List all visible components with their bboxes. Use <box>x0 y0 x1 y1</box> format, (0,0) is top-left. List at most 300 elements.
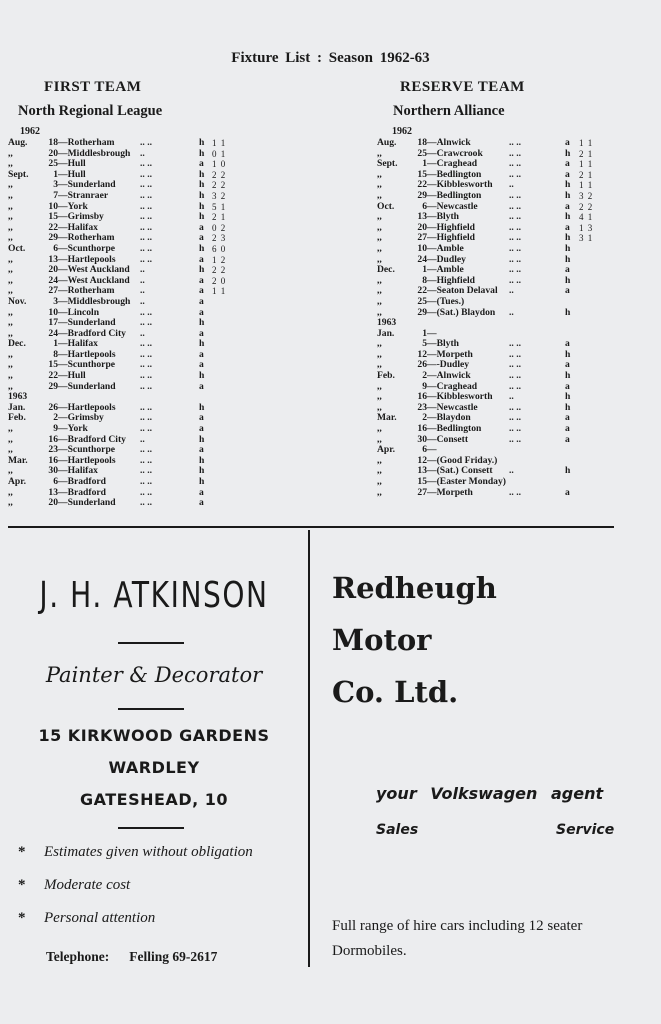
fixture-opponent: —Hartlepools <box>58 454 116 466</box>
fixture-score: 0 1 <box>212 148 227 159</box>
fixture-month: ,, <box>377 423 382 435</box>
fixture-leader: .. .. <box>140 359 152 371</box>
fixture-venue: h <box>199 168 205 180</box>
fixture-venue: a <box>565 423 570 435</box>
fixture-row <box>377 244 627 255</box>
fixture-leader: .. .. <box>509 200 521 212</box>
fixture-day: 20 <box>417 221 427 233</box>
fixture-month: ,, <box>8 317 13 329</box>
fixture-opponent: —Dudley <box>427 253 466 265</box>
fixture-opponent: —Amble <box>427 242 464 254</box>
fixture-venue: h <box>199 401 205 413</box>
fixture-venue: h <box>565 147 571 159</box>
fixture-row <box>377 392 627 403</box>
fixture-opponent: —Halifax <box>58 221 98 233</box>
fixture-row <box>8 488 248 499</box>
fixture-opponent: —Hartlepools <box>58 348 116 360</box>
fixture-leader: .. .. <box>140 465 152 477</box>
fixture-leader: .. .. <box>140 179 152 191</box>
fixture-leader: .. .. <box>509 401 521 413</box>
fixture-day: 22 <box>417 285 427 297</box>
fixture-opponent: —Middlesbrough <box>58 295 131 307</box>
fixture-venue: a <box>199 423 204 435</box>
fixture-leader: .. .. <box>140 444 152 456</box>
fixture-month: Apr. <box>8 476 27 487</box>
fixture-day: 23 <box>417 401 427 413</box>
fixture-score: 2 2 <box>212 265 227 276</box>
fixture-row <box>377 488 627 499</box>
fixture-leader: .. .. <box>509 253 521 265</box>
fixture-month: ,, <box>8 211 13 223</box>
fixture-venue: a <box>565 158 570 170</box>
fixture-venue: a <box>565 200 570 212</box>
fixture-score: 5 1 <box>212 201 227 212</box>
fixture-row <box>8 329 248 340</box>
redheugh-line1: Redheugh <box>332 571 497 605</box>
fixture-row <box>377 424 627 435</box>
fixture-leader: .. .. <box>509 370 521 382</box>
fixture-day: 27 <box>417 486 427 498</box>
fixture-month: Nov. <box>8 295 27 307</box>
fixture-venue: h <box>199 465 205 477</box>
fixture-opponent: —Hull <box>58 158 86 170</box>
fixture-opponent: —(Sat.) Consett <box>427 465 493 477</box>
fixture-row <box>377 233 627 244</box>
fixture-month: ,, <box>8 221 13 233</box>
fixture-month: ,, <box>377 348 382 360</box>
fixture-month: Jan. <box>377 327 395 339</box>
fixture-opponent: —Scunthorpe <box>58 359 116 371</box>
fixture-month: ,, <box>8 348 13 360</box>
fixture-row <box>8 180 248 191</box>
fixture-leader: .. .. <box>509 242 521 254</box>
fixture-month: Mar. <box>377 412 397 424</box>
fixture-opponent: —Bradford <box>58 476 106 487</box>
fixture-leader: .. .. <box>509 433 521 445</box>
fixture-row <box>8 233 248 244</box>
fixture-leader: .. <box>140 433 145 445</box>
fixture-month: ,, <box>377 232 382 244</box>
fixture-row <box>8 392 248 403</box>
fixture-day: 24 <box>417 253 427 265</box>
fixture-score: 2 2 <box>579 201 594 212</box>
fixture-leader: .. .. <box>140 200 152 212</box>
fixture-month: ,, <box>377 295 382 307</box>
fixture-leader: .. .. <box>509 264 521 276</box>
fixture-venue: a <box>199 221 204 233</box>
fixture-row <box>377 255 627 266</box>
fixture-day: 22 <box>48 370 58 382</box>
fixture-day: 15 <box>48 211 58 223</box>
fixture-leader: .. .. <box>509 486 521 498</box>
fixture-day: 15 <box>417 476 427 487</box>
fixture-day: 25 <box>417 147 427 159</box>
atkinson-trade: Painter & Decorator <box>45 663 263 687</box>
fixture-opponent: —Craghead <box>427 158 478 170</box>
fixture-month: ,, <box>8 274 13 286</box>
fixture-month: ,, <box>8 465 13 477</box>
fixture-opponent: — <box>427 327 437 339</box>
fixture-opponent: —Crawcrook <box>427 147 483 159</box>
fixture-opponent: —Blyth <box>427 211 459 223</box>
fixture-venue: h <box>565 242 571 254</box>
fixture-row <box>377 360 627 371</box>
fixture-month: ,, <box>377 189 382 201</box>
fixture-venue: a <box>565 338 570 350</box>
fixture-day: 16 <box>48 454 58 466</box>
fixture-month: ,, <box>377 168 382 180</box>
fixture-day: 6 <box>422 444 427 456</box>
bullet-star-icon: * <box>18 910 26 926</box>
fixture-day: 13 <box>417 211 427 223</box>
fixture-opponent: —Stranraer <box>58 189 109 201</box>
fixture-row <box>377 159 627 170</box>
fixture-venue: a <box>199 285 204 297</box>
fixture-venue: h <box>199 264 205 276</box>
fixture-opponent: —Scunthorpe <box>58 444 116 456</box>
fixture-month: 1963 <box>8 391 28 403</box>
fixture-venue: a <box>199 158 204 170</box>
fixture-row <box>377 477 627 488</box>
fixture-month: ,, <box>8 380 13 392</box>
fixture-opponent: —Newcastle <box>427 200 478 212</box>
sales-label: Sales <box>376 822 419 838</box>
atkinson-address-line3: GATESHEAD, 10 <box>79 790 229 809</box>
fixture-month: ,, <box>377 179 382 191</box>
fixture-day: 20 <box>48 147 58 159</box>
fixture-month: ,, <box>8 285 13 297</box>
fixture-score: 1 0 <box>212 159 227 170</box>
fixture-month: Aug. <box>8 137 28 148</box>
fixture-day: 6 <box>53 242 58 254</box>
fixture-opponent: —West Auckland <box>58 264 130 276</box>
fixture-opponent: —Bradford City <box>58 327 126 339</box>
fixture-day: 2 <box>422 370 427 382</box>
fixture-day: 1 <box>53 338 58 350</box>
fixture-day: 3 <box>53 179 58 191</box>
fixture-day: 10 <box>48 306 58 318</box>
atkinson-bullet-2: * Moderate cost <box>18 877 131 893</box>
fixture-month: ,, <box>8 264 13 276</box>
fixture-venue: a <box>199 444 204 456</box>
fixture-day: 2 <box>53 412 58 424</box>
fixture-day: 9 <box>422 380 427 392</box>
fixture-row <box>8 360 248 371</box>
fixture-venue: a <box>199 295 204 307</box>
fixture-row <box>8 212 248 223</box>
fixture-venue: a <box>199 253 204 265</box>
fixture-venue: a <box>199 412 204 424</box>
fixture-score: 1 1 <box>579 159 594 170</box>
atkinson-bullet-3: * Personal attention <box>18 910 156 926</box>
fixture-row <box>8 149 248 160</box>
fixture-score: 2 1 <box>579 148 594 159</box>
atkinson-rule-2 <box>118 708 184 710</box>
fixture-opponent: —Sunderland <box>58 380 116 392</box>
reserve-team-heading: RESERVE TEAM <box>400 79 525 95</box>
fixture-leader: .. .. <box>509 137 521 148</box>
fixture-score: 1 3 <box>579 222 594 233</box>
fixture-row <box>8 223 248 234</box>
fixture-day: 26 <box>417 359 427 371</box>
fixture-row <box>377 191 627 202</box>
fixture-venue: a <box>565 412 570 424</box>
fixture-leader: .. .. <box>140 338 152 350</box>
atkinson-name: J. H. ATKINSON <box>39 575 269 616</box>
fixture-opponent: —York <box>58 423 88 435</box>
horizontal-divider <box>8 526 614 528</box>
fixture-opponent: —Highfield <box>427 221 475 233</box>
fixture-opponent: —Grimsby <box>58 412 104 424</box>
fixture-day: 20 <box>48 497 58 509</box>
fixture-row <box>8 466 248 477</box>
fixture-month: ,, <box>377 454 382 466</box>
fixture-month: ,, <box>8 253 13 265</box>
fixture-row <box>8 159 248 170</box>
fixture-day: 29 <box>48 380 58 392</box>
fixture-day: 5 <box>422 338 427 350</box>
fixture-month: Feb. <box>8 412 26 424</box>
fixture-day: 1 <box>422 158 427 170</box>
fixture-day: 17 <box>48 317 58 329</box>
fixture-venue: h <box>199 211 205 223</box>
fixture-month: ,, <box>377 465 382 477</box>
fixture-leader: .. .. <box>140 168 152 180</box>
fixture-month: ,, <box>377 253 382 265</box>
fixture-leader: .. <box>509 179 514 191</box>
fixture-row <box>8 424 248 435</box>
fixture-venue: a <box>565 168 570 180</box>
fixture-row <box>8 318 248 329</box>
fixture-venue: h <box>199 433 205 445</box>
reserve-team-year: 1962 <box>392 126 412 137</box>
fixture-row <box>8 170 248 181</box>
fixture-day: 9 <box>53 423 58 435</box>
fixture-row <box>8 297 248 308</box>
fixture-opponent: —-Dudley <box>427 359 470 371</box>
fixture-leader: .. <box>140 327 145 339</box>
fixture-month: ,, <box>377 401 382 413</box>
fixture-day: 22 <box>48 221 58 233</box>
fixture-leader: .. .. <box>140 497 152 509</box>
fixture-row <box>8 413 248 424</box>
fixture-day: 2 <box>422 412 427 424</box>
fixture-venue: a <box>565 221 570 233</box>
fixture-day: 23 <box>48 444 58 456</box>
fixture-month: ,, <box>377 306 382 318</box>
fixture-score: 3 1 <box>579 233 594 244</box>
fixture-venue: h <box>565 306 571 318</box>
fixture-opponent: —Scunthorpe <box>58 242 116 254</box>
fixture-month: Feb. <box>377 370 395 382</box>
fixture-month: Oct. <box>8 242 26 254</box>
fixture-venue: a <box>199 359 204 371</box>
fixture-month: ,, <box>8 232 13 244</box>
fixture-month: ,, <box>377 285 382 297</box>
fixture-leader: .. .. <box>509 423 521 435</box>
fixture-opponent: —Alnwick <box>427 137 471 148</box>
fixture-venue: a <box>565 486 570 498</box>
fixture-leader: .. .. <box>140 412 152 424</box>
fixture-venue: h <box>199 242 205 254</box>
first-team-league: North Regional League <box>18 103 163 119</box>
fixture-opponent: —Lincoln <box>58 306 100 318</box>
fixture-month: Sept. <box>377 158 398 170</box>
fixture-month: ,, <box>377 476 382 487</box>
fixture-score: 3 2 <box>212 190 227 201</box>
fixture-day: 18 <box>417 137 427 148</box>
fixture-leader: .. .. <box>140 317 152 329</box>
fixture-leader: .. .. <box>140 370 152 382</box>
fixture-month: ,, <box>8 179 13 191</box>
fixture-leader: .. .. <box>140 158 152 170</box>
fixture-day: 8 <box>422 274 427 286</box>
fixture-leader: .. .. <box>140 211 152 223</box>
fixture-leader: .. <box>140 285 145 297</box>
fixture-opponent: —(Tues.) <box>427 295 465 307</box>
fixture-leader: .. <box>140 264 145 276</box>
fixture-month: ,, <box>377 147 382 159</box>
fixture-venue: h <box>565 465 571 477</box>
fixture-month: Apr. <box>377 444 396 456</box>
fixture-score: 4 1 <box>579 212 594 223</box>
fixture-leader: .. <box>509 306 514 318</box>
fixture-score: 1 2 <box>212 254 227 265</box>
fixture-month: Aug. <box>377 137 397 148</box>
fixture-leader: .. <box>509 391 514 403</box>
fixture-venue: a <box>565 264 570 276</box>
fixture-venue: h <box>199 476 205 487</box>
fixture-day: 13 <box>417 465 427 477</box>
fixture-day: 16 <box>417 423 427 435</box>
fixture-venue: a <box>199 380 204 392</box>
fixture-month: ,, <box>377 359 382 371</box>
fixture-opponent: —Rotherham <box>58 232 115 244</box>
fixture-venue: h <box>565 179 571 191</box>
fixture-day: 7 <box>53 189 58 201</box>
service-label: Service <box>556 822 615 838</box>
fixture-venue: a <box>199 497 204 509</box>
fixture-row <box>8 445 248 456</box>
fixture-opponent: —Morpeth <box>427 348 473 360</box>
atkinson-rule-3 <box>118 827 184 829</box>
fixture-opponent: —York <box>58 200 88 212</box>
fixture-leader: .. .. <box>509 158 521 170</box>
fixture-venue: h <box>199 200 205 212</box>
fixture-month: ,, <box>8 306 13 318</box>
first-team-fixture-list <box>8 138 248 509</box>
atkinson-rule-1 <box>118 642 184 644</box>
fixture-row <box>377 329 627 340</box>
fixture-day: 3 <box>53 295 58 307</box>
atkinson-address-line2: WARDLEY <box>108 758 200 777</box>
fixture-row <box>377 297 627 308</box>
fixture-row <box>377 435 627 446</box>
fixture-row <box>377 276 627 287</box>
fixture-score: 6 0 <box>212 243 227 254</box>
fixture-leader: .. .. <box>140 242 152 254</box>
fixture-row <box>8 244 248 255</box>
fixture-leader: .. .. <box>140 380 152 392</box>
atkinson-telephone: Telephone: Felling 69-2617 <box>46 949 218 964</box>
fixture-day: 6 <box>53 476 58 487</box>
fixture-opponent: —Morpeth <box>427 486 473 498</box>
hire-cars-text: Full range of hire cars including 12 seater Dormobiles. <box>332 918 583 959</box>
fixture-row <box>377 202 627 213</box>
fixture-row <box>377 456 627 467</box>
fixture-list-title: Fixture List : Season 1962-63 <box>231 50 430 66</box>
fixture-venue: a <box>565 137 570 148</box>
fixture-venue: h <box>199 189 205 201</box>
fixture-row <box>8 339 248 350</box>
fixture-opponent: —Middlesbrough <box>58 147 131 159</box>
fixture-month: ,, <box>8 327 13 339</box>
fixture-score: 2 2 <box>212 180 227 191</box>
fixture-day: 1 <box>422 327 427 339</box>
fixture-leader: .. .. <box>509 338 521 350</box>
fixture-leader: .. .. <box>509 221 521 233</box>
fixture-opponent: —Seaton Delaval <box>427 285 498 297</box>
fixture-row <box>377 371 627 382</box>
fixture-month: ,, <box>377 391 382 403</box>
fixture-leader: .. .. <box>140 486 152 498</box>
fixture-opponent: —Hartlepools <box>58 253 116 265</box>
fixture-row <box>377 318 627 329</box>
fixture-row <box>377 212 627 223</box>
fixture-leader: .. .. <box>140 137 152 148</box>
fixture-venue: a <box>199 274 204 286</box>
fixture-score: 2 2 <box>212 169 227 180</box>
fixture-day: 30 <box>417 433 427 445</box>
fixture-venue: h <box>565 232 571 244</box>
fixture-day: 1 <box>53 168 58 180</box>
fixture-leader: .. .. <box>140 401 152 413</box>
fixture-day: 20 <box>48 264 58 276</box>
fixture-venue: h <box>565 348 571 360</box>
fixture-day: 22 <box>417 179 427 191</box>
fixture-month: Sept. <box>8 168 29 180</box>
fixture-leader: .. .. <box>509 380 521 392</box>
fixture-row <box>8 191 248 202</box>
fixture-score: 2 1 <box>212 212 227 223</box>
fixture-row <box>377 350 627 361</box>
fixture-opponent: —Newcastle <box>427 401 478 413</box>
fixture-opponent: —Hull <box>58 168 86 180</box>
fixture-score: 2 1 <box>579 169 594 180</box>
fixture-opponent: —Sunderland <box>58 179 116 191</box>
fixture-venue: h <box>199 338 205 350</box>
fixture-venue: a <box>199 306 204 318</box>
fixture-leader: .. .. <box>509 412 521 424</box>
fixture-row <box>8 371 248 382</box>
fixture-row <box>377 382 627 393</box>
fixture-row <box>377 413 627 424</box>
fixture-row <box>377 149 627 160</box>
fixture-day: 12 <box>417 348 427 360</box>
fixture-leader: .. .. <box>509 189 521 201</box>
fixture-row <box>8 403 248 414</box>
fixture-row <box>377 170 627 181</box>
fixture-day: 8 <box>53 348 58 360</box>
fixture-month: ,, <box>8 423 13 435</box>
fixture-day: 24 <box>48 274 58 286</box>
bullet-star-icon: * <box>18 844 26 860</box>
vertical-divider <box>308 530 310 967</box>
first-team-year: 1962 <box>20 126 40 137</box>
fixture-month: ,, <box>8 189 13 201</box>
fixture-month: ,, <box>377 242 382 254</box>
fixture-score: 1 1 <box>579 138 594 148</box>
